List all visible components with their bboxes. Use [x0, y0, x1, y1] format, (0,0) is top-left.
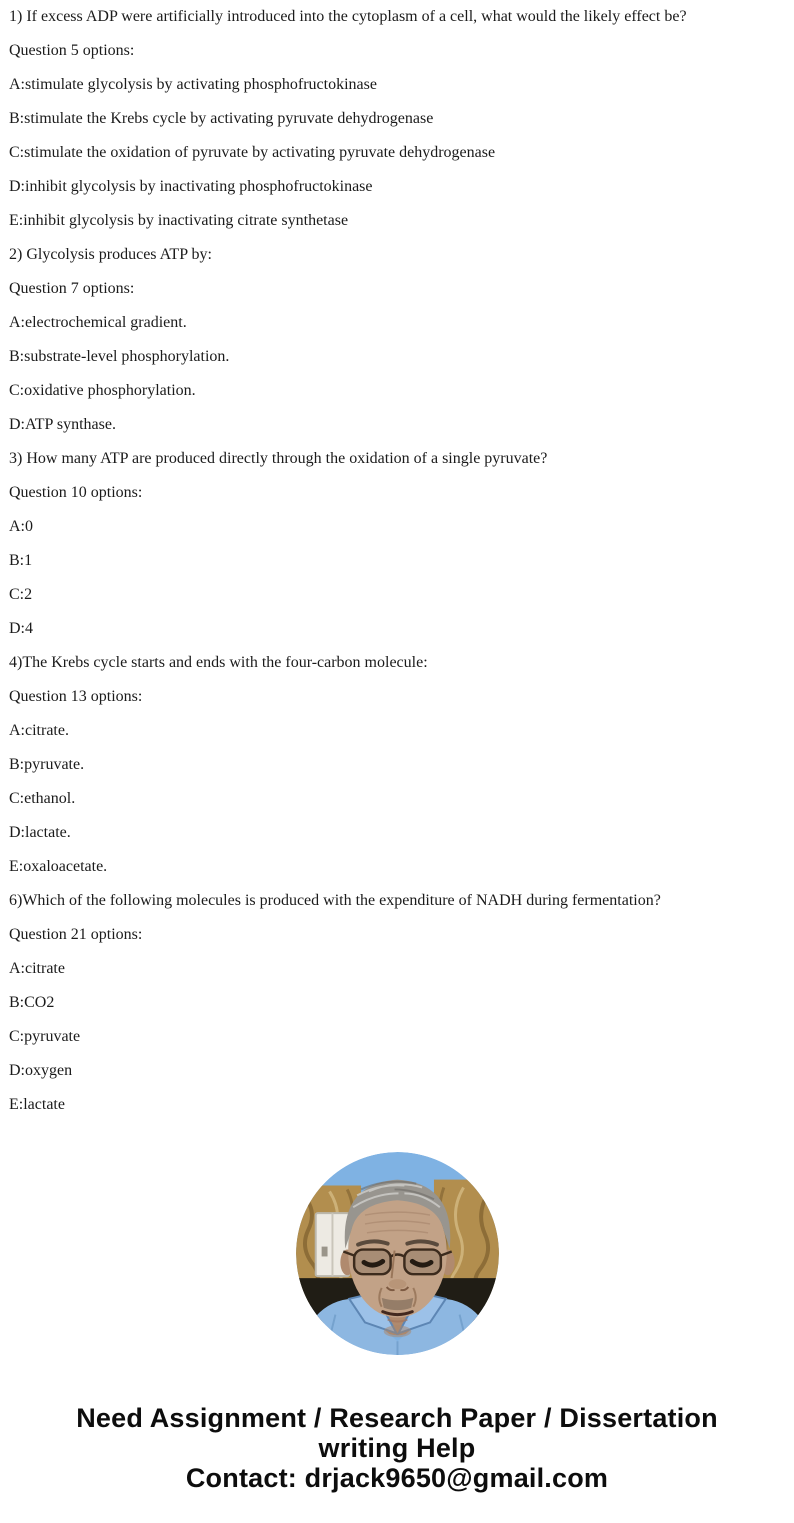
footer-line-1: Need Assignment / Research Paper / Dissertation [76, 1403, 718, 1433]
question-prompt: 1) If excess ADP were artificially introduced into the cytoplasm of a cell, what would the likely effect be? [9, 8, 687, 25]
answer-option: D:lactate. [9, 824, 71, 841]
answer-option: B:substrate-level phosphorylation. [9, 348, 230, 365]
answer-option: E:oxaloacetate. [9, 858, 108, 875]
answer-option: D:ATP synthase. [9, 416, 116, 433]
answer-option: D:inhibit glycolysis by inactivating phosphofructokinase [9, 178, 373, 195]
question-options-label: Question 7 options: [9, 280, 135, 297]
answer-option: E:inhibit glycolysis by inactivating citrate synthetase [9, 212, 349, 229]
answer-option: D:4 [9, 620, 33, 637]
answer-option: C:stimulate the oxidation of pyruvate by activating pyruvate dehydrogenase [9, 144, 496, 161]
avatar-photo [296, 1152, 499, 1355]
question-options-label: Question 21 options: [9, 926, 143, 943]
answer-option: B:pyruvate. [9, 756, 85, 773]
answer-option: C:pyruvate [9, 1028, 81, 1045]
question-options-label: Question 13 options: [9, 688, 143, 705]
answer-option: C:2 [9, 586, 33, 603]
answer-option: A:electrochemical gradient. [9, 314, 187, 331]
question-prompt: 3) How many ATP are produced directly through the oxidation of a single pyruvate? [9, 450, 548, 467]
answer-option: E:lactate [9, 1096, 65, 1113]
answer-option: B:CO2 [9, 994, 55, 1011]
answer-option: A:citrate [9, 960, 65, 977]
answer-option: B:stimulate the Krebs cycle by activating pyruvate dehydrogenase [9, 110, 434, 127]
answer-option: A:citrate. [9, 722, 69, 739]
answer-option: D:oxygen [9, 1062, 73, 1079]
question-options-label: Question 5 options: [9, 42, 135, 59]
answer-option: A:0 [9, 518, 33, 535]
chin-shade [383, 1325, 411, 1337]
answer-option: A:stimulate glycolysis by activating phosphofructokinase [9, 76, 377, 93]
footer-banner [0, 1403, 794, 1493]
person-avatar [296, 1152, 499, 1355]
question-prompt: 4)The Krebs cycle starts and ends with the four-carbon molecule: [9, 654, 428, 671]
footer-contact-email: Contact: drjack9650@gmail.com [185, 1463, 609, 1493]
question-prompt: 6)Which of the following molecules is produced with the expenditure of NADH during fermentation? [9, 892, 661, 909]
answer-option: C:ethanol. [9, 790, 76, 807]
footer-line-2: writing Help [318, 1433, 476, 1463]
question-prompt: 2) Glycolysis produces ATP by: [9, 246, 212, 263]
answer-option: B:1 [9, 552, 33, 569]
answer-option: C:oxidative phosphorylation. [9, 382, 196, 399]
question-options-label: Question 10 options: [9, 484, 143, 501]
